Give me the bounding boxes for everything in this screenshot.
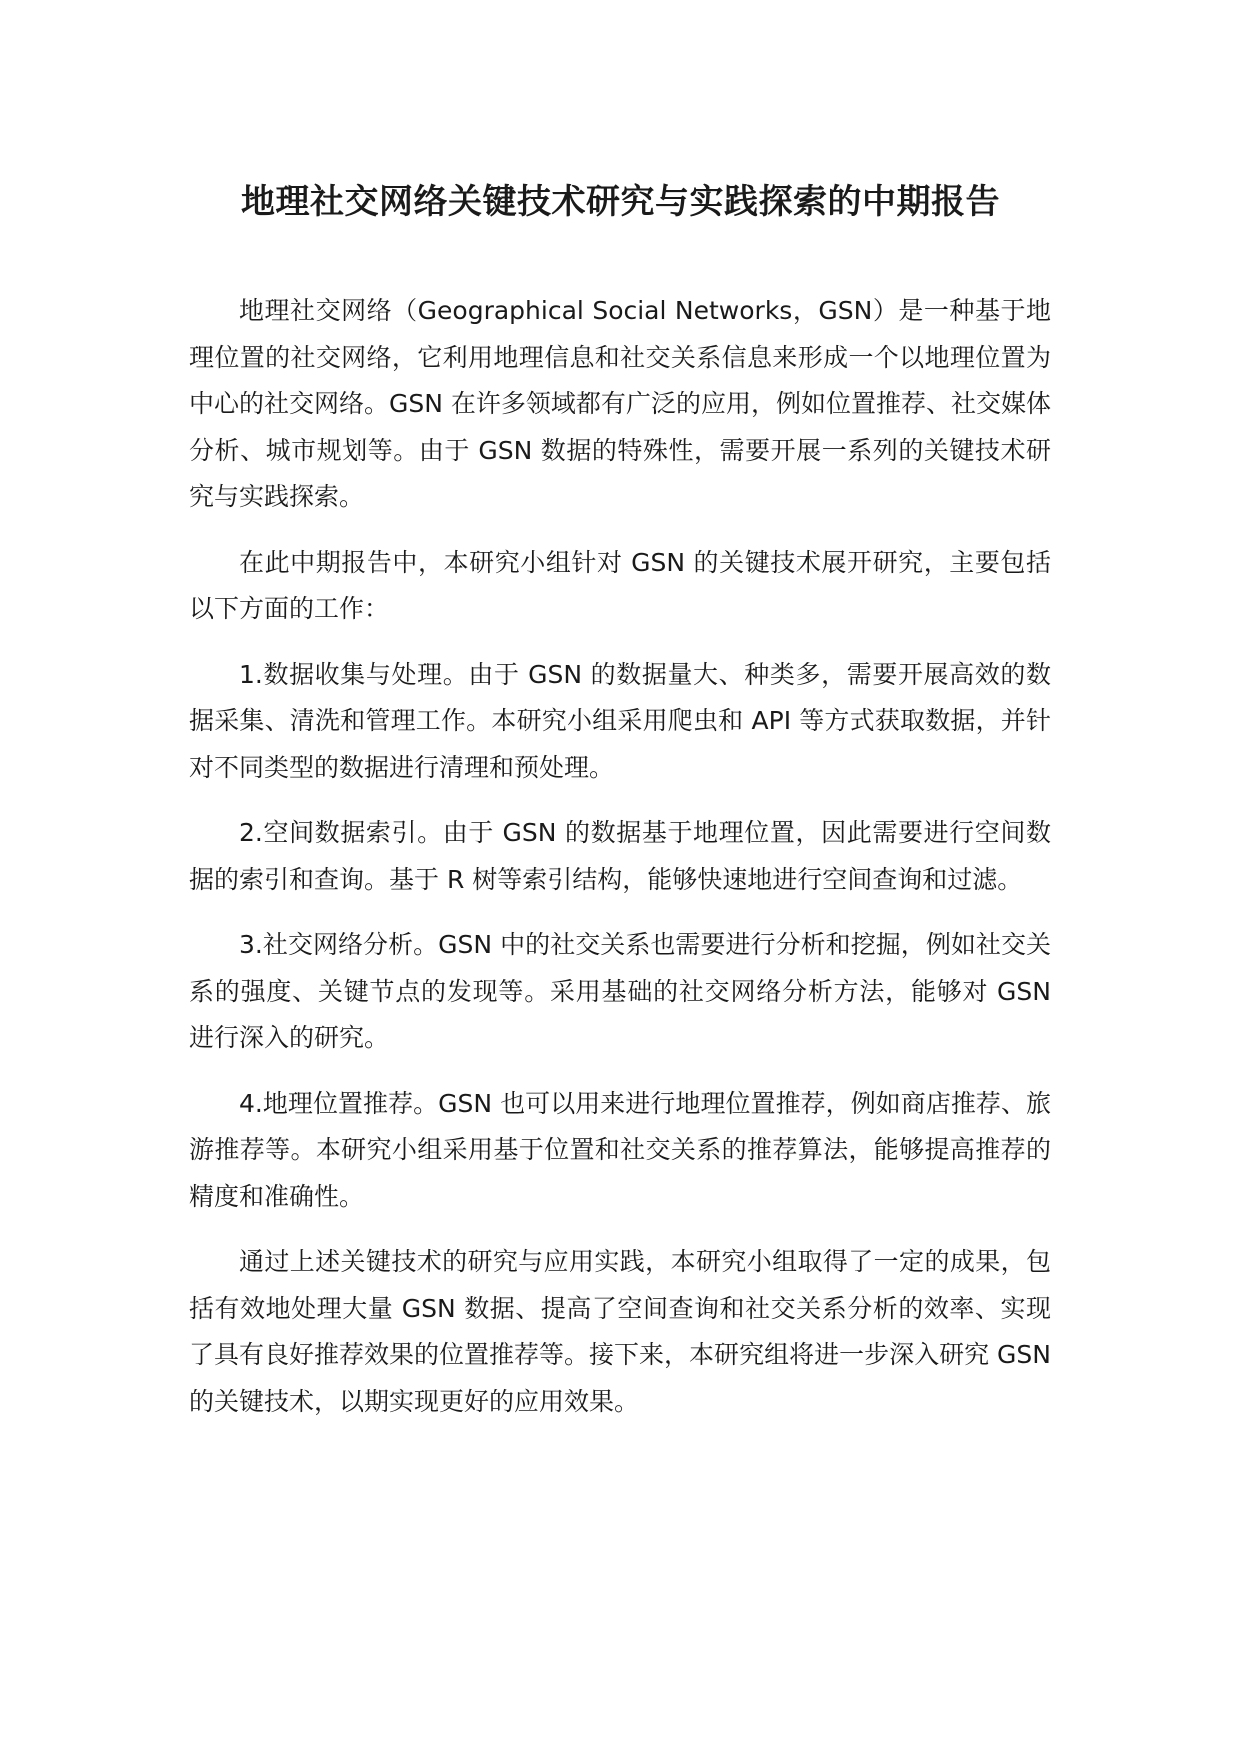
paragraph-item-3: 3.社交网络分析。GSN 中的社交关系也需要进行分析和挖掘，例如社交关系的强度、关键节点的发现等。采用基础的社交网络分析方法，能够对 GSN 进行深入的研究。 [189, 930, 1051, 1052]
paragraph-intro: 地理社交网络（Geographical Social Networks，GSN）是一种基于地理位置的社交网络，它利用地理信息和社交关系信息来形成一个以地理位置为中心的社交网络。GSN 在许多领域都有广泛的应用，例如位置推荐、社交媒体分析、城市规划等。由于 GSN 数据的特殊性，需要开展一系列的关键技术研究与实践探索。 [189, 296, 1051, 511]
document-body [189, 288, 1051, 1444]
paragraph-item-4: 4.地理位置推荐。GSN 也可以用来进行地理位置推荐，例如商店推荐、旅游推荐等。本研究小组采用基于位置和社交关系的推荐算法，能够提高推荐的精度和准确性。 [189, 1088, 1051, 1211]
paragraph-item-1: 1.数据收集与处理。由于 GSN 的数据量大、种类多，需要开展高效的数据采集、清洗和管理工作。本研究小组采用爬虫和 API 等方式获取数据，并针对不同类型的数据进行清理和预处理。 [189, 659, 1051, 782]
paragraph-conclusion: 通过上述关键技术的研究与应用实践，本研究小组取得了一定的成果，包括有效地处理大量 GSN 数据、提高了空间查询和社交关系分析的效率、实现了具有良好推荐效果的位置推荐等。接下来，本研究组将进一步深入研究 GSN 的关键技术，以期实现更好的应用效果。 [189, 1247, 1051, 1416]
document-title: 地理社交网络关键技术研究与实践探索的中期报告 [241, 182, 1000, 222]
paragraph-overview: 在此中期报告中，本研究小组针对 GSN 的关键技术展开研究，主要包括以下方面的工作： [189, 547, 1051, 623]
paragraph-item-2: 2.空间数据索引。由于 GSN 的数据基于地理位置，因此需要进行空间数据的索引和查询。基于 R 树等索引结构，能够快速地进行空间查询和过滤。 [189, 818, 1051, 894]
